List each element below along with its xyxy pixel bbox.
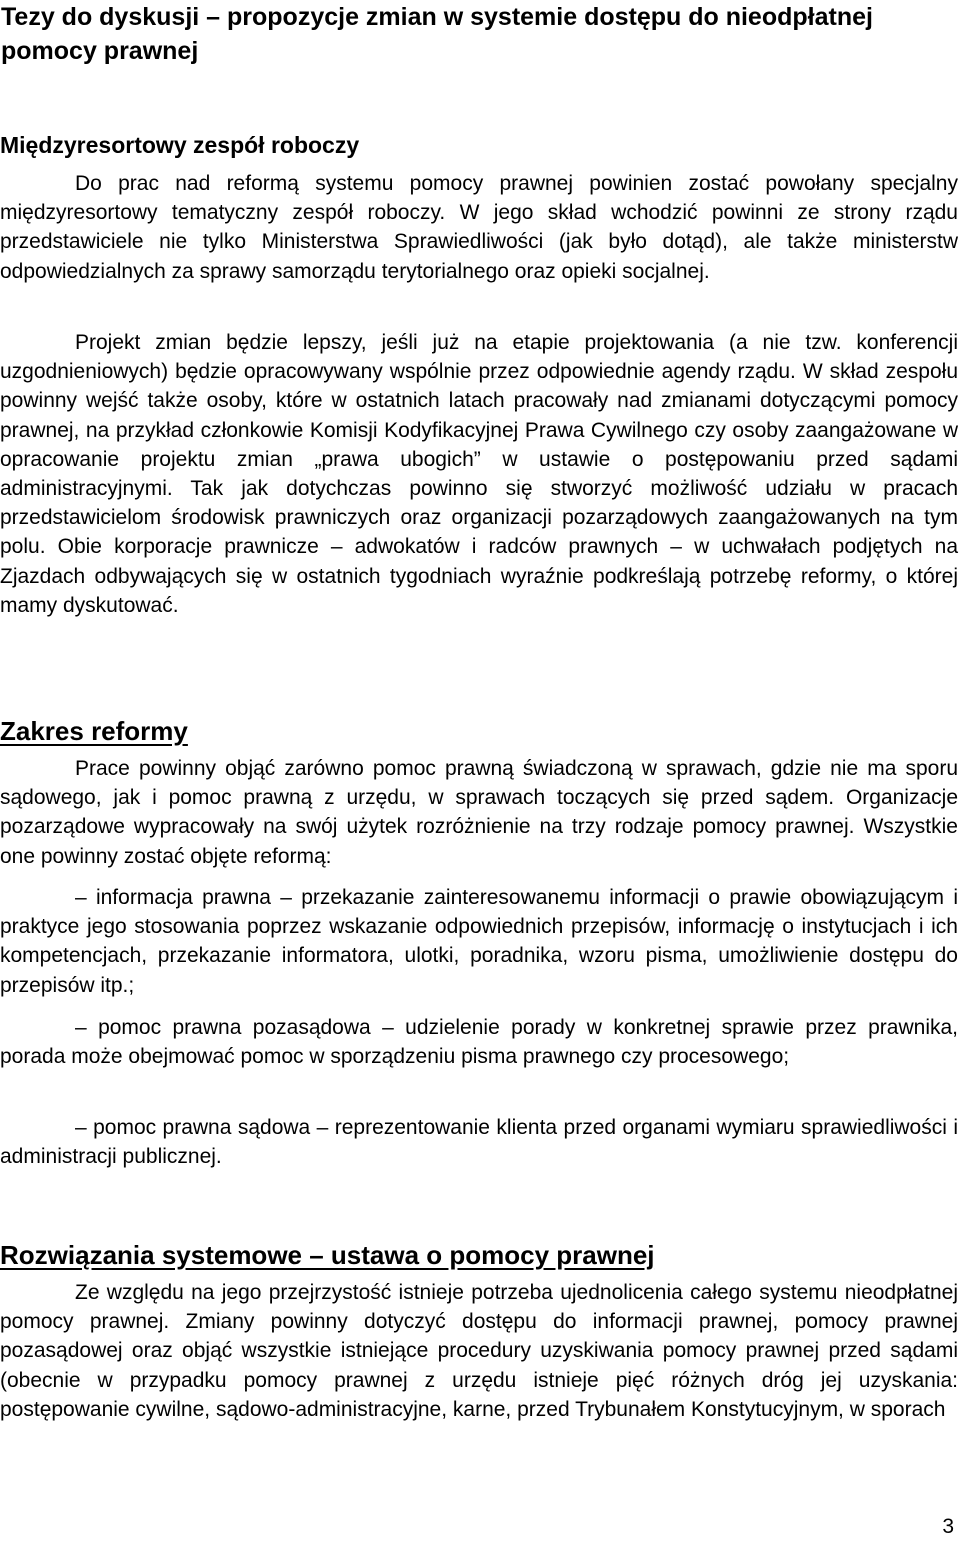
section-heading-zespol: Międzyresortowy zespół roboczy	[0, 132, 360, 158]
paragraph: Do prac nad reformą systemu pomocy prawnej powinien zostać powołany specjalny międzyresortowy tematyczny zespół roboczy. W jego skład wchodzić powinni ze strony rządu przedstawiciele nie tylko Ministerstwa Sprawiedliwości (jak było dotąd), ale także ministerstw odpowiedzialnych za sprawy samorządu terytorialnego oraz opieki socjalnej.	[0, 172, 958, 283]
list-item-sadowa: – pomoc prawna sądowa – reprezentowanie klienta przed organami wymiaru sprawiedliwości i administracji publicznej.	[0, 1116, 958, 1169]
document-title: Tezy do dyskusji – propozycje zmian w systemie dostępu do nieodpłatnej pomocy prawnej	[1, 3, 873, 65]
paragraph: Ze względu na jego przejrzystość istnieje potrzeba ujednolicenia całego systemu nieodpłatnej pomocy prawnej. Zmiany powinny dotyczyć dostępu do informacji prawnej, pomocy prawnej pozasądowej oraz objąć wszystkie istniejące procedury uzyskiwania pomocy prawnej przed sądami (obecnie w przypadku pomocy prawnej z urzędu istnieje pięć różnych dróg jej uzyskania: postępowanie cywilne, sądowo-administracyjne, karne, przed Trybunałem Konstytucyjnym, w sporach	[0, 1281, 958, 1421]
list-item-informacja: – informacja prawna – przekazanie zainteresowanemu informacji o prawie obowiązującym i praktyce jego stosowania poprzez wskazanie odpowiednich przepisów, informację o instytucjach i ich kompetencjach, przekazanie informatora, ulotki, poradnika, wzoru pisma, umożliwienie dostępu do przepisów itp.;	[0, 886, 958, 997]
page-number: 3	[942, 1515, 954, 1538]
paragraph: Prace powinny objąć zarówno pomoc prawną świadczoną w sprawach, gdzie nie ma sporu sądowego, jak i pomoc prawną z urzędu, w sprawach toczących się przed sądem. Organizacje pozarządowe wypracowały na swój użytek rozróżnienie na trzy rodzaje pomocy prawnej. Wszystkie one powinny zostać objęte reformą:	[0, 757, 958, 868]
list-item-pozasadowa: – pomoc prawna pozasądowa – udzielenie porady w konkretnej sprawie przez prawnika, porada może obejmować pomoc w sporządzeniu pisma prawnego czy procesowego;	[0, 1016, 958, 1069]
section-heading-zakres: Zakres reformy	[0, 716, 188, 746]
paragraph: Projekt zmian będzie lepszy, jeśli już na etapie projektowania (a nie tzw. konferencji uzgodnieniowych) będzie opracowywany wspólnie przez odpowiednie agendy rządu. W skład zespołu powinny wejść także osoby, które w ostatnich latach pracowały nad zmianami dotyczącymi pomocy prawnej, na przykład członkowie Komisji Kodyfikacyjnej Prawa Cywilnego czy osoby zaangażowane w opracowanie projektu zmian „prawa ubogich” w ustawie o postępowaniu przed sądami administracyjnymi. Tak jak dotychczas powinno się stworzyć możliwość udziału w pracach przedstawicielom środowisk prawniczych oraz organizacji pozarządowych zaangażowanych na tym polu. Obie korporacje prawnicze – adwokatów i radców prawnych – w uchwałach podjętych na Zjazdach odbywających się w ostatnich tygodniach wyraźnie podkreślają potrzebę reformy, o której mamy dyskutować.	[0, 331, 958, 617]
section-heading-rozwiazania: Rozwiązania systemowe – ustawa o pomocy prawnej	[0, 1240, 655, 1270]
